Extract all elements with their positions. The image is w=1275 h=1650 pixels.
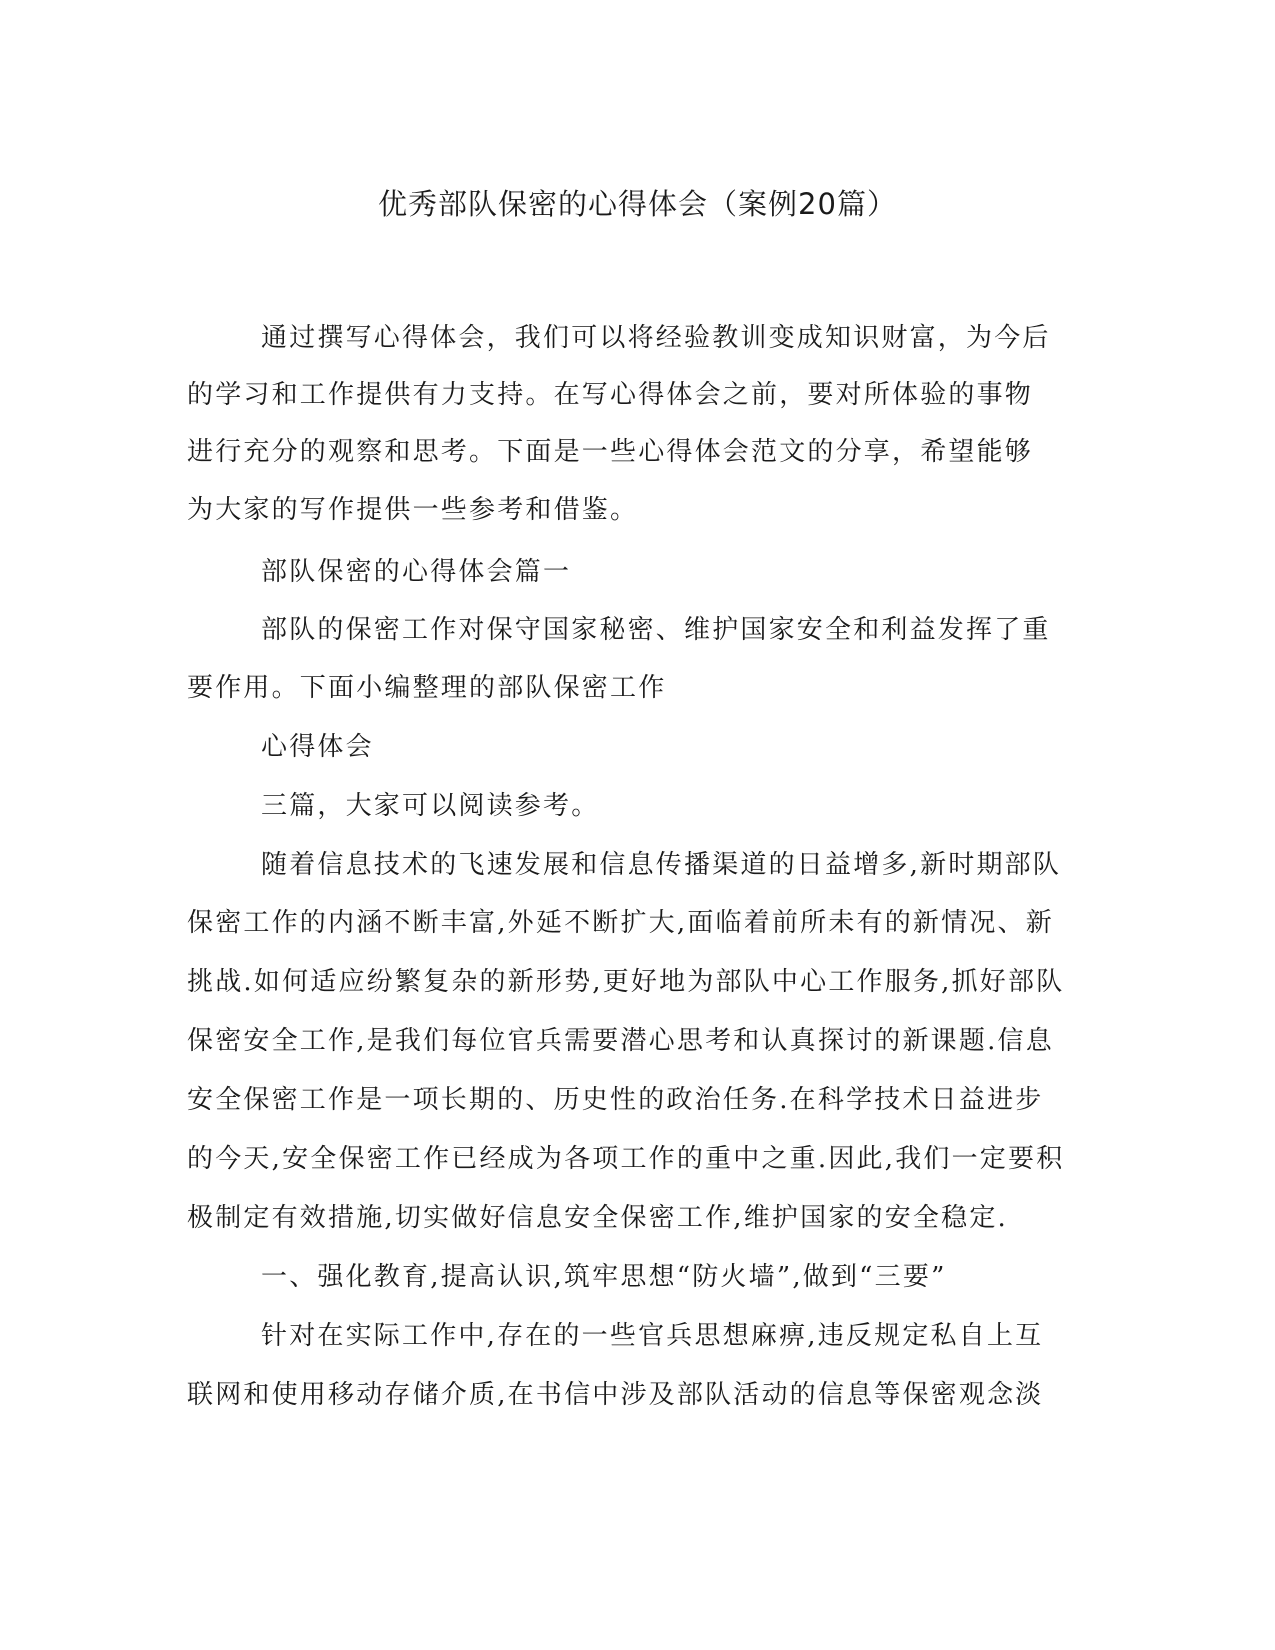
paragraph-line: 针对在实际工作中,存在的一些官兵思想麻痹,违反规定私自上互: [261, 1321, 1044, 1351]
paragraph-line: 保密工作的内涵不断丰富,外延不断扩大,面临着前所未有的新情况、新: [187, 908, 1054, 938]
paragraph-line: 挑战.如何适应纷繁复杂的新形势,更好地为部队中心工作服务,抓好部队: [187, 967, 1065, 997]
paragraph-line: 三篇，大家可以阅读参考。: [261, 791, 600, 821]
paragraph-line: 部队的保密工作对保守国家秘密、维护国家安全和利益发挥了重: [261, 615, 1051, 645]
paragraph-line: 要作用。下面小编整理的部队保密工作: [187, 673, 667, 703]
paragraph-line: 为大家的写作提供一些参考和借鉴。: [187, 495, 639, 525]
paragraph-line: 保密安全工作,是我们每位官兵需要潜心思考和认真探讨的新课题.信息: [187, 1026, 1054, 1056]
section-heading: 部队保密的心得体会篇一: [261, 557, 572, 587]
paragraph-line: 随着信息技术的飞速发展和信息传播渠道的日益增多,新时期部队: [261, 850, 1062, 880]
document-title: 优秀部队保密的心得体会（案例20篇）: [378, 187, 897, 221]
paragraph-line: 心得体会: [261, 732, 374, 762]
paragraph-line: 进行充分的观察和思考。下面是一些心得体会范文的分享，希望能够: [187, 437, 1034, 467]
paragraph-line: 的今天,安全保密工作已经成为各项工作的重中之重.因此,我们一定要积: [187, 1144, 1065, 1174]
paragraph-line: 联网和使用移动存储介质,在书信中涉及部队活动的信息等保密观念淡: [187, 1380, 1044, 1410]
paragraph-line: 极制定有效措施,切实做好信息安全保密工作,维护国家的安全稳定.: [187, 1203, 1008, 1233]
section-heading: 一、强化教育,提高认识,筑牢思想“防火墙”,做到“三要”: [261, 1262, 947, 1292]
paragraph-line: 的学习和工作提供有力支持。在写心得体会之前，要对所体验的事物: [187, 380, 1034, 410]
paragraph-line: 安全保密工作是一项长期的、历史性的政治任务.在科学技术日益进步: [187, 1085, 1044, 1115]
paragraph-line: 通过撰写心得体会，我们可以将经验教训变成知识财富，为今后: [261, 323, 1051, 353]
